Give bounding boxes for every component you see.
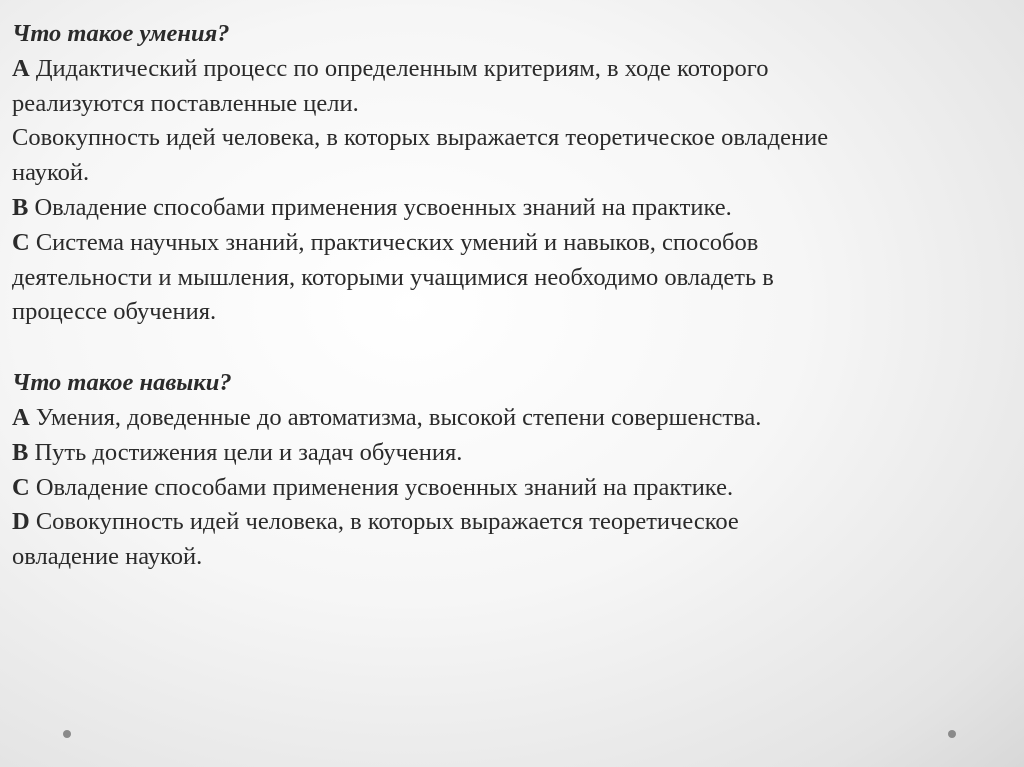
option-d xyxy=(12,505,1012,575)
option-letter: А xyxy=(12,54,30,82)
option-c xyxy=(12,226,1012,330)
option-text: Система научных знаний, практических умений и навыков, способов xyxy=(35,228,759,256)
option-letter: В xyxy=(12,438,29,466)
option-letter: D xyxy=(12,508,30,536)
option-text: Овладение способами применения усвоенных знаний на практике. xyxy=(35,473,734,501)
option-letter: С xyxy=(12,473,30,501)
option-text: деятельности и мышления, которыми учащимися необходимо овладеть в xyxy=(12,263,774,291)
option-c xyxy=(12,471,1012,506)
option-unlabeled xyxy=(12,121,1012,191)
option-text: Совокупность идей человека, в которых выражается теоретическое xyxy=(35,508,739,536)
option-text: процессе обучения. xyxy=(12,298,217,326)
decorative-dot-left xyxy=(63,730,71,738)
option-text: Путь достижения цели и задач обучения. xyxy=(34,438,463,466)
option-b xyxy=(12,191,1012,226)
option-text: Умения, доведенные до автоматизма, высокой степени совершенства. xyxy=(35,403,762,431)
option-text: овладение наукой. xyxy=(12,543,203,571)
option-text: наукой. xyxy=(12,159,90,187)
option-b xyxy=(12,436,1012,471)
question-block-skills xyxy=(12,17,1012,330)
option-a xyxy=(12,52,1012,122)
question-title: Что такое навыки? xyxy=(12,369,232,397)
question-block-habits xyxy=(12,366,1012,575)
option-text: Совокупность идей человека, в которых выражается теоретическое овладение xyxy=(12,124,829,152)
question-title: Что такое умения? xyxy=(12,20,230,47)
decorative-dot-right xyxy=(948,730,956,738)
option-a xyxy=(12,401,1012,436)
option-letter: С xyxy=(12,228,30,256)
option-text: Дидактический процесс по определенным критериям, в ходе которого xyxy=(35,54,769,82)
option-text: Овладение способами применения усвоенных знаний на практике. xyxy=(34,193,732,221)
option-text: реализуются поставленные цели. xyxy=(12,89,359,117)
option-letter: А xyxy=(12,403,30,431)
option-letter: В xyxy=(12,193,29,221)
slide-content xyxy=(12,17,1012,575)
